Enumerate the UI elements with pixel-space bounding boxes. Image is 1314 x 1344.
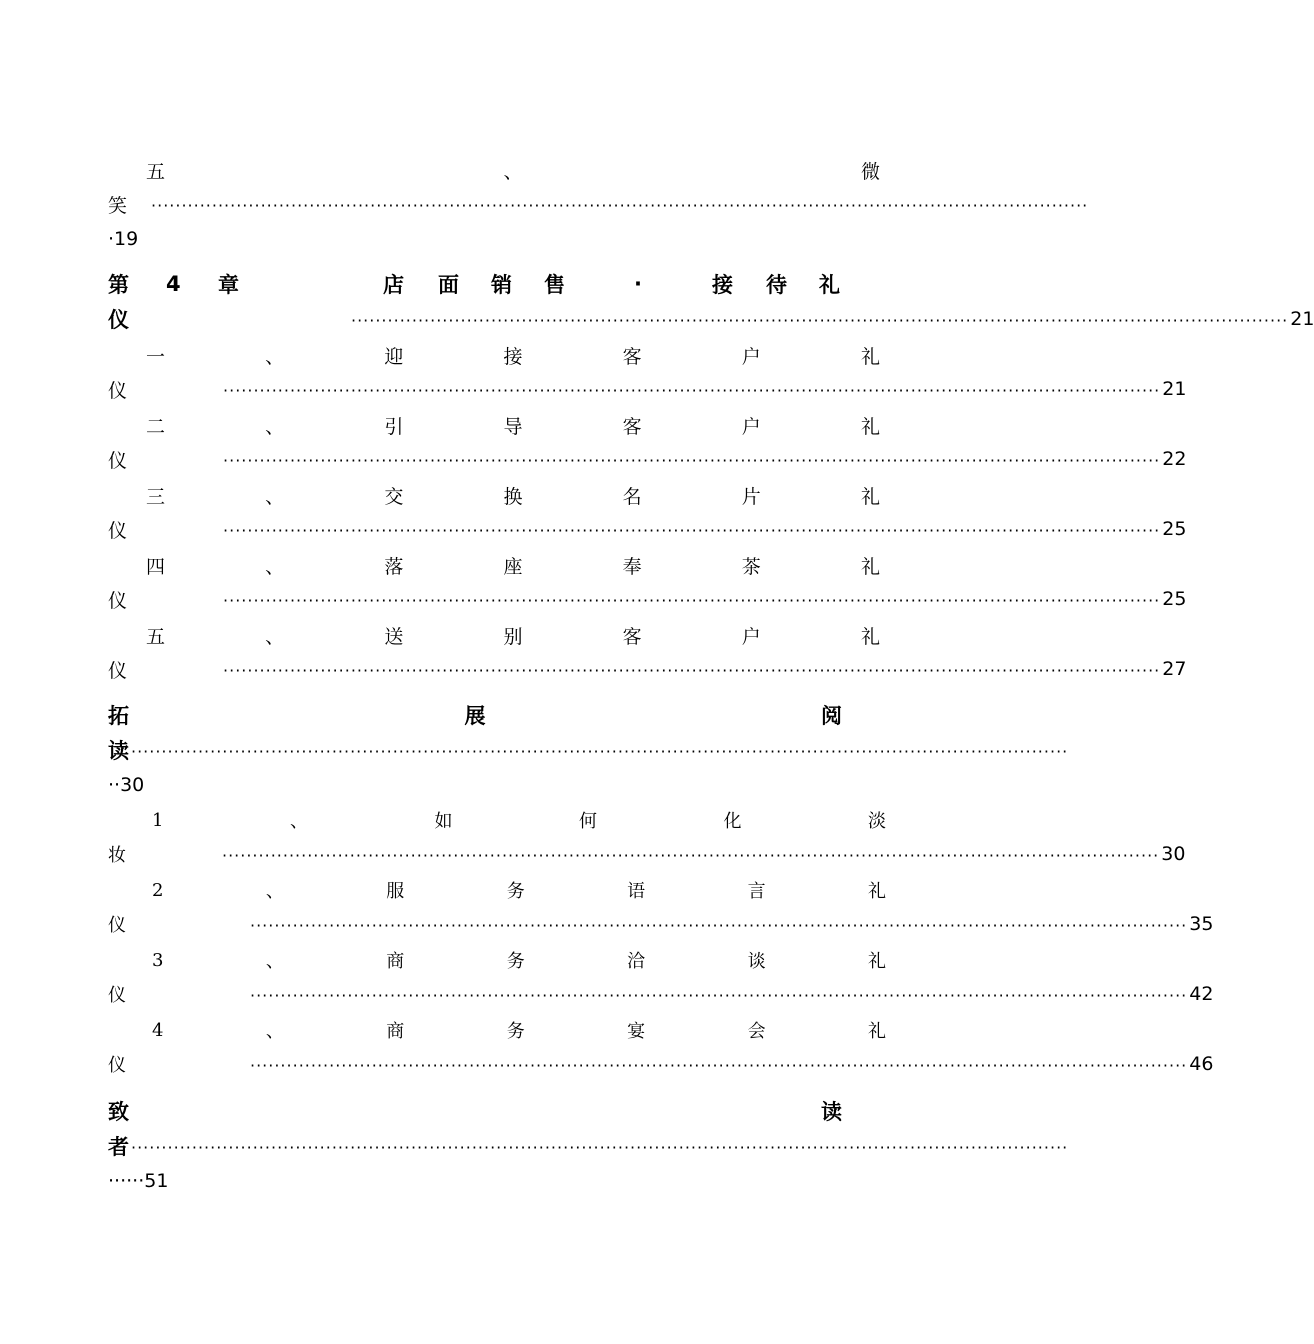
toc-char: 第 [108,273,129,297]
toc-char: 、 [265,415,285,438]
toc-char: 商 [386,951,405,972]
toc-char: 仪 [108,589,128,612]
toc-char: 、 [265,345,285,368]
toc-char: 、 [265,881,284,902]
toc-entry-ext3-row1[interactable] [108,944,886,976]
toc-char: 销 [491,273,512,297]
toc-char: 4 [152,1019,164,1041]
toc-char: 交 [384,485,404,508]
toc-char: 宴 [627,1021,646,1042]
toc-page-number: 35 [1189,913,1214,935]
to-reader-heading-row3 [108,1165,842,1197]
toc-char: 礼 [867,951,886,972]
toc-char: 何 [578,811,597,832]
toc-entry-sec4-row2[interactable] [108,583,1187,615]
toc-char: 仪 [108,659,128,682]
toc-entry-sec1-row2[interactable] [108,373,1187,405]
toc-char: 、 [265,555,285,578]
toc-entry-ext1-row2[interactable] [108,838,1186,870]
toc-entry-ext4-row2[interactable] [108,1048,1214,1080]
toc-char: 化 [723,811,742,832]
toc-page-number: 22 [1162,448,1187,470]
toc-char: 四 [146,555,166,578]
toc-char: 笑 [108,194,128,217]
toc-char: 客 [622,415,642,438]
toc-char: 仪 [108,379,128,402]
toc-entry-smile-row3 [108,223,842,255]
toc-entry-sec2-row1[interactable] [108,409,880,441]
toc-entry-sec2-row2[interactable] [108,443,1187,475]
toc-char: 言 [747,881,766,902]
toc-char: 二 [146,415,166,438]
toc-char: 引 [384,415,404,438]
toc-entry-sec4-row1[interactable] [108,549,880,581]
toc-char: 户 [741,625,761,648]
to-reader-heading[interactable] [108,1095,842,1127]
toc-char: 接 [503,345,523,368]
toc-char: 商 [386,1021,405,1042]
extended-reading-heading-row2[interactable] [108,734,1069,766]
toc-entry-ext4-row1[interactable] [108,1014,886,1046]
to-reader-heading-row2[interactable] [108,1130,1069,1162]
toc-char: 客 [622,345,642,368]
toc-char: 送 [384,625,404,648]
toc-char: 妆 [108,845,126,866]
toc-char: 仪 [108,519,128,542]
toc-char: 会 [747,1021,766,1042]
toc-char: 、 [289,811,308,832]
toc-char: 、 [265,485,285,508]
toc-char: 谈 [747,951,766,972]
toc-char: 别 [503,625,523,648]
toc-char: 拓 [108,704,129,728]
toc-char: 读 [821,1100,842,1124]
toc-leader-dots: ·························································································································································· [223,521,1161,540]
toc-char: 店 [383,273,404,297]
toc-char: 礼 [867,881,886,902]
toc-char: 礼 [860,485,880,508]
toc-char: 片 [741,485,761,508]
toc-entry-ext2-row2[interactable] [108,908,1214,940]
toc-char: 服 [386,881,405,902]
toc-leader-dots: ·························································································································································· [351,311,1289,330]
chapter-4-heading-row2[interactable] [108,303,1314,335]
toc-char: 换 [503,485,523,508]
extended-reading-heading-row3 [108,769,842,801]
toc-char: 3 [152,949,164,971]
toc-char: 、 [265,951,284,972]
toc-char: 务 [506,951,525,972]
toc-entry-ext2-row1[interactable] [108,874,886,906]
toc-char: 茶 [741,555,761,578]
toc-char: 读 [108,739,129,763]
toc-char: 名 [622,485,642,508]
toc-page-number: 30 [1161,843,1186,865]
toc-char: 座 [503,555,523,578]
toc-char: 五 [146,625,166,648]
toc-char: 展 [464,704,486,728]
extended-reading-heading[interactable] [108,699,842,731]
toc-char: 务 [506,1021,525,1042]
toc-char: 者 [108,1135,129,1159]
chapter-4-heading[interactable] [108,268,842,300]
toc-entry-sec5-row1[interactable] [108,619,880,651]
toc-page-number: 21 [1162,378,1187,400]
toc-char: 礼 [819,273,840,297]
toc-char: 礼 [860,555,880,578]
toc-page-number: ··30 [108,774,145,796]
toc-char: 务 [506,881,525,902]
toc-char: 礼 [860,625,880,648]
toc-entry-ext3-row2[interactable] [108,978,1214,1010]
toc-char: 2 [152,879,164,901]
toc-page-number: 27 [1162,658,1187,680]
toc-leader-dots: ·························································································································································· [223,591,1161,610]
toc-char: 仪 [108,308,129,332]
toc-char: 面 [438,273,459,297]
toc-char: 1 [152,809,164,831]
toc-char: 淡 [867,811,886,832]
toc-leader-dots: ·························································································································································· [131,742,1069,761]
toc-char: 章 [218,273,239,297]
toc-entry-sec1-row1[interactable] [108,339,880,371]
toc-char: 微 [860,160,880,183]
toc-char: · [634,272,642,296]
toc-char: 致 [108,1100,129,1124]
toc-page-number: 25 [1162,518,1187,540]
toc-char: 户 [741,415,761,438]
toc-char: 洽 [627,951,646,972]
toc-leader-dots: ·························································································································································· [250,1056,1188,1075]
toc-entry-smile-row1[interactable] [108,154,880,186]
toc-char: 礼 [867,1021,886,1042]
toc-char: 导 [503,415,523,438]
toc-leader-dots: ·························································································································································· [223,381,1161,400]
toc-char: 礼 [860,345,880,368]
toc-leader-dots: ·························································································································································· [250,916,1188,935]
toc-char: 仪 [108,449,128,472]
toc-char: 售 [544,273,565,297]
toc-char: 语 [627,881,646,902]
toc-page-number: 21 [1290,308,1314,330]
toc-char: 仪 [108,1055,126,1076]
toc-char: 阅 [821,704,842,728]
toc-char: 奉 [622,555,642,578]
toc-char: 一 [146,345,166,368]
toc-entry-sec3-row2[interactable] [108,513,1187,545]
toc-char: 落 [384,555,404,578]
toc-char: 4 [166,272,181,296]
toc-entry-sec3-row1[interactable] [108,479,880,511]
toc-page-number: 25 [1162,588,1187,610]
toc-char: 如 [434,811,453,832]
toc-char: 待 [766,273,787,297]
toc-leader-dots: ·························································································································································· [223,661,1161,680]
toc-char: 客 [622,625,642,648]
toc-leader-dots: ·························································································································································· [250,986,1188,1005]
toc-char: 、 [265,1021,284,1042]
toc-entry-smile-row2[interactable] [108,188,1089,220]
toc-char: 礼 [860,415,880,438]
toc-page-number: ·19 [108,228,139,250]
toc-leader-dots: ·························································································································································· [223,451,1161,470]
toc-page-number: 46 [1189,1053,1214,1075]
toc-leader-dots: ·························································································································································· [131,1138,1069,1157]
toc-page-number: 42 [1189,983,1214,1005]
toc-char: 、 [503,160,523,183]
toc-leader-dots: ·························································································································································· [222,846,1160,865]
toc-char: 五 [146,160,166,183]
toc-char: 仪 [108,985,126,1006]
toc-char: 仪 [108,915,126,936]
toc-page-number: ······51 [108,1170,169,1192]
toc-char: 迎 [384,345,404,368]
toc-char: 三 [146,485,166,508]
toc-char: 、 [265,625,285,648]
toc-char: 户 [741,345,761,368]
toc-entry-ext1-row1[interactable] [108,804,886,836]
toc-char: 接 [712,273,733,297]
toc-entry-sec5-row2[interactable] [108,653,1187,685]
toc-leader-dots: ·························································································································································· [151,196,1089,215]
